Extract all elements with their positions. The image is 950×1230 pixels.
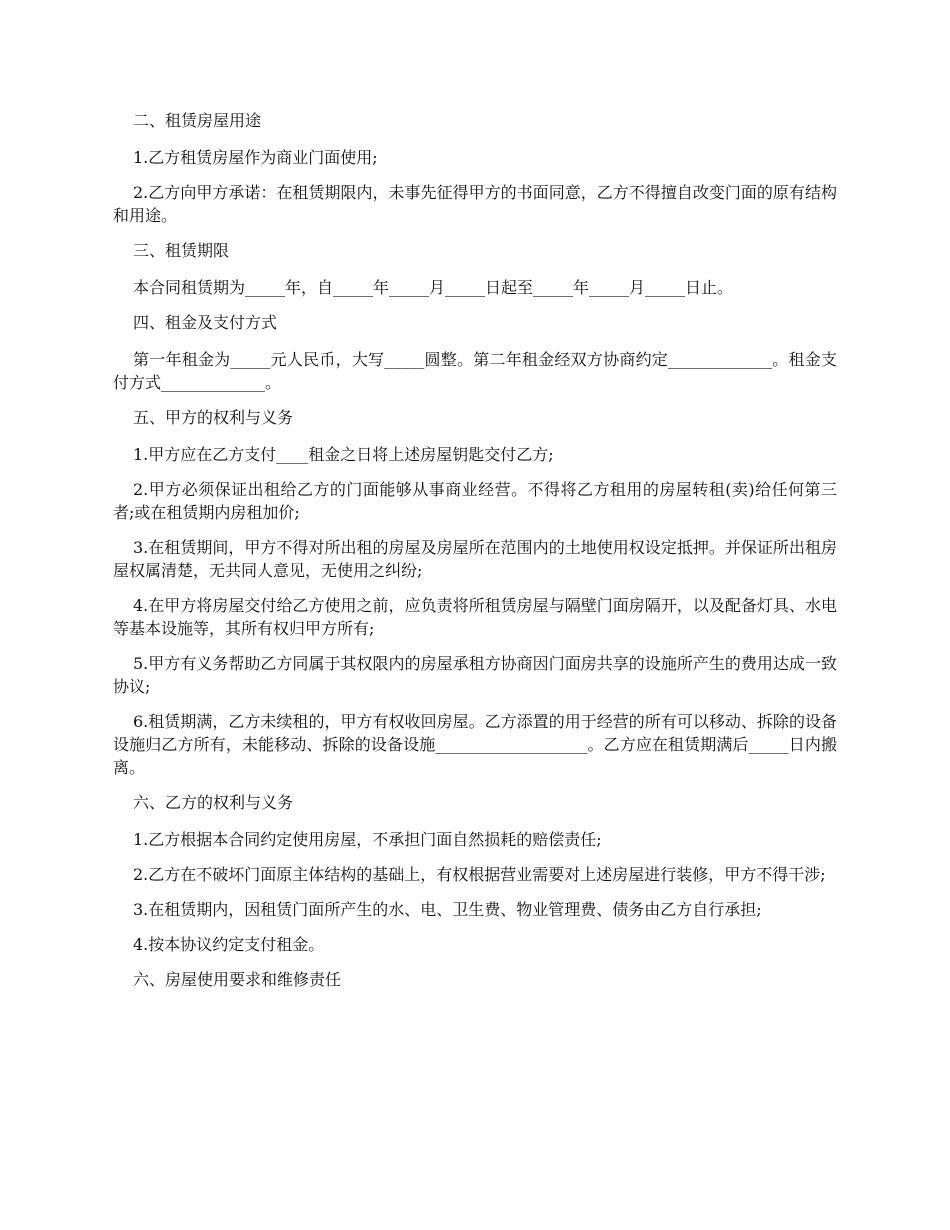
clause-item: 5.甲方有义务帮助乙方同属于其权限内的房屋承租方协商因门面房共享的设施所产生的费用达成一致协议; (113, 654, 837, 696)
clause-item: 6.租赁期满，乙方未续租的，甲方有权收回房屋。乙方添置的用于经营的所有可以移动、拆除的设备设施归乙方所有，未能移动、拆除的设备设施___________________。乙方应在租赁期满后_____日内搬离。 (113, 712, 837, 777)
section-heading-lessor-duties: 五、甲方的权利与义务 (133, 408, 294, 427)
clause-item: 2.乙方向甲方承诺：在租赁期限内，未事先征得甲方的书面同意，乙方不得擅自改变门面的原有结构和用途。 (113, 183, 837, 225)
section-heading-term: 三、租赁期限 (133, 241, 230, 260)
section-heading-purpose: 二、租赁房屋用途 (133, 111, 262, 130)
clause-item: 1.甲方应在乙方支付____租金之日将上述房屋钥匙交付乙方; (133, 445, 554, 464)
section-heading-lessee-duties: 六、乙方的权利与义务 (133, 793, 294, 812)
clause-item: 4.按本协议约定支付租金。 (133, 935, 325, 954)
clause-item: 4.在甲方将房屋交付给乙方使用之前，应负责将所租赁房屋与隔壁门面房隔开，以及配备灯具、水电等基本设施等，其所有权归甲方所有; (113, 596, 837, 638)
document-page (113, 109, 837, 1005)
section-heading-maintenance: 六、房屋使用要求和维修责任 (133, 970, 342, 989)
clause-item: 3.在租赁期间，甲方不得对所出租的房屋及房屋所在范围内的土地使用权设定抵押。并保证所出租房屋权属清楚，无共同人意见，无使用之纠纷; (113, 538, 837, 580)
clause-item: 1.乙方根据本合同约定使用房屋，不承担门面自然损耗的赔偿责任; (133, 830, 602, 849)
clause-item: 3.在租赁期内，因租赁门面所产生的水、电、卫生费、物业管理费、债务由乙方自行承担; (133, 900, 762, 919)
clause-item: 2.乙方在不破坏门面原主体结构的基础上，有权根据营业需要对上述房屋进行装修，甲方不得干涉; (133, 865, 826, 884)
clause-item: 2.甲方必须保证出租给乙方的门面能够从事商业经营。不得将乙方租用的房屋转租(卖)给任何第三者;或在租赁期内房租加价; (113, 480, 837, 522)
section-heading-rent: 四、租金及支付方式 (133, 313, 278, 332)
clause-item: 本合同租赁期为_____年，自_____年_____月_____日起至_____年_____月_____日止。 (133, 278, 734, 297)
clause-item: 第一年租金为_____元人民币，大写_____圆整。第二年租金经双方协商约定_____________。租金支付方式_____________。 (113, 350, 837, 392)
clause-item: 1.乙方租赁房屋作为商业门面使用; (133, 148, 378, 167)
